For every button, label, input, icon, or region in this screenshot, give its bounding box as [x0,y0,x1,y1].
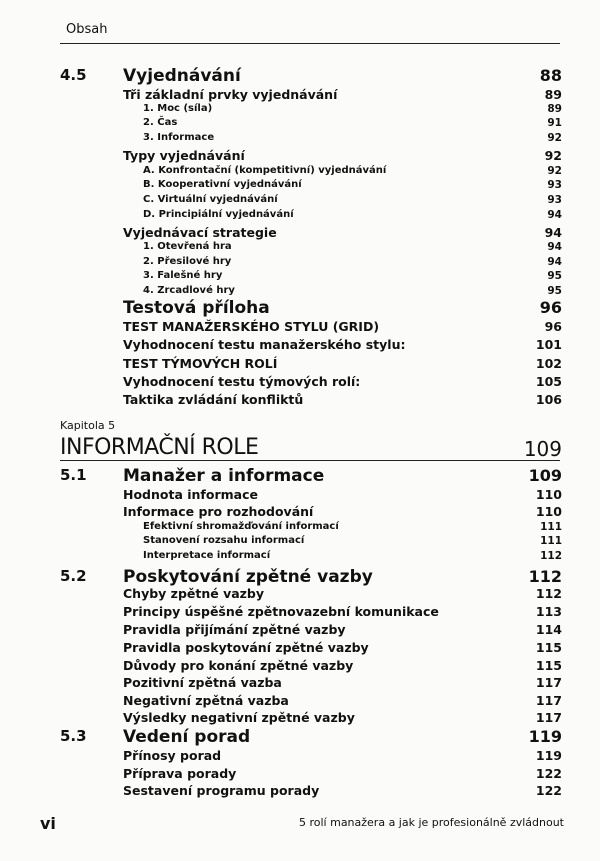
entry-title: Vyjednávání [123,66,241,86]
section-number: 5.2 [60,567,87,585]
toc-subentry-row [0,550,600,568]
entry-title: Negativní zpětná vazba [123,693,289,708]
entry-title: Taktika zvládání konfliktů [123,392,304,407]
entry-page: 119 [535,748,562,763]
entry-page: 115 [535,640,562,655]
entry-page: 110 [535,504,562,519]
toc-section-row [0,298,600,316]
entry-page: 115 [535,658,562,673]
toc-entry-row [0,319,600,337]
chapter-label: Kapitola 5 [60,419,116,432]
entry-page: 96 [544,319,562,334]
entry-title: D. Principiální vyjednávání [143,209,294,220]
toc-entry-row [0,586,600,604]
entry-page: 89 [544,87,562,102]
entry-title: TEST TÝMOVÝCH ROLÍ [123,356,278,371]
toc-entry-row [0,710,600,728]
entry-title: A. Konfrontační (kompetitivní) vyjednávání [143,165,387,176]
entry-page: 94 [547,209,562,221]
entry-title: 1. Moc (síla) [143,103,213,114]
entry-title: 3. Falešné hry [143,270,223,281]
entry-title: 4. Zrcadlové hry [143,285,235,296]
entry-title: 2. Přesilové hry [143,256,232,267]
entry-title: 3. Informace [143,132,215,143]
entry-title: Typy vyjednávání [123,148,245,163]
entry-title: B. Kooperativní vyjednávání [143,179,302,190]
entry-page: 111 [540,521,562,533]
entry-page: 109 [528,466,562,485]
entry-title: Příprava porady [123,766,237,781]
entry-page: 117 [535,710,562,725]
toc-section-row [0,466,600,484]
toc-entry-row [0,658,600,676]
toc-entry-row [0,392,600,410]
entry-page: 93 [547,179,562,191]
toc-entry-row [0,604,600,622]
entry-page: 111 [540,535,562,547]
entry-page: 95 [547,270,562,282]
toc-entry-row [0,487,600,505]
entry-title: Důvody pro konání zpětné vazby [123,658,354,673]
toc-entry-row [0,148,600,166]
page-number: vi [40,814,56,833]
entry-title: Principy úspěšné zpětnovazební komunikace [123,604,439,619]
header-rule [60,43,560,44]
entry-title: 1. Otevřená hra [143,241,232,252]
toc-section-row [0,727,600,745]
chapter-title: INFORMAČNÍ ROLE [60,435,259,460]
entry-title: Pravidla poskytování zpětné vazby [123,640,369,655]
entry-page: 89 [547,103,562,115]
section-number: 5.3 [60,727,87,745]
entry-title: 2. Čas [143,117,178,128]
entry-title: TEST MANAŽERSKÉHO STYLU (GRID) [123,319,380,334]
entry-title: Manažer a informace [123,466,325,486]
entry-title: Přínosy porad [123,748,222,763]
entry-title: Vyhodnocení testu týmových rolí: [123,374,361,389]
entry-title: Testová příloha [123,298,270,318]
entry-title: C. Virtuální vyjednávání [143,194,278,205]
entry-page: 113 [535,604,562,619]
entry-page: 92 [547,165,562,177]
toc-entry-row [0,783,600,801]
entry-title: Pravidla přijímání zpětné vazby [123,622,346,637]
toc-entry-row [0,748,600,766]
toc-entry-row [0,675,600,693]
entry-title: Vyjednávací strategie [123,225,277,240]
chapter-page: 109 [523,437,562,461]
entry-title: Interpretace informací [143,550,271,561]
entry-page: 94 [547,256,562,268]
toc-section-row [0,66,600,84]
entry-page: 122 [535,766,562,781]
toc-entry-row [0,337,600,355]
entry-page: 112 [528,567,562,586]
entry-page: 88 [539,66,562,85]
entry-page: 94 [547,241,562,253]
entry-page: 106 [535,392,562,407]
entry-page: 112 [535,586,562,601]
entry-page: 117 [535,693,562,708]
entry-title: Tři základní prvky vyjednávání [123,87,338,102]
entry-page: 91 [547,117,562,129]
entry-title: Sestavení programu porady [123,783,320,798]
toc-entry-row [0,640,600,658]
entry-title: Vyhodnocení testu manažerského stylu: [123,337,406,352]
entry-title: Hodnota informace [123,487,258,502]
entry-title: Výsledky negativní zpětné vazby [123,710,355,725]
entry-page: 95 [547,285,562,297]
entry-page: 119 [528,727,562,746]
entry-page: 101 [535,337,562,352]
entry-page: 93 [547,194,562,206]
entry-title: Stanovení rozsahu informací [143,535,305,546]
toc-section-row [0,567,600,585]
toc-entry-row [0,504,600,522]
toc-entry-row [0,374,600,392]
entry-title: Informace pro rozhodování [123,504,314,519]
chapter-rule [60,460,560,461]
toc-entry-row [0,356,600,374]
entry-title: Efektivní shromažďování informací [143,521,339,532]
toc-entry-row [0,622,600,640]
entry-title: Vedení porad [123,727,251,747]
entry-page: 102 [535,356,562,371]
entry-page: 94 [544,225,562,240]
entry-page: 114 [535,622,562,637]
entry-page: 105 [535,374,562,389]
entry-page: 110 [535,487,562,502]
entry-page: 92 [547,132,562,144]
entry-title: Pozitivní zpětná vazba [123,675,282,690]
entry-page: 117 [535,675,562,690]
entry-page: 96 [539,298,562,317]
book-title-footer: 5 rolí manažera a jak je profesionálně zvládnout [298,816,564,829]
entry-page: 112 [540,550,562,562]
toc-entry-row [0,766,600,784]
section-number: 4.5 [60,66,87,84]
section-number: 5.1 [60,466,87,484]
running-header: Obsah [66,22,108,37]
entry-page: 122 [535,783,562,798]
entry-title: Chyby zpětné vazby [123,586,265,601]
toc-entry-row [0,693,600,711]
entry-page: 92 [544,148,562,163]
entry-title: Poskytování zpětné vazby [123,567,373,587]
